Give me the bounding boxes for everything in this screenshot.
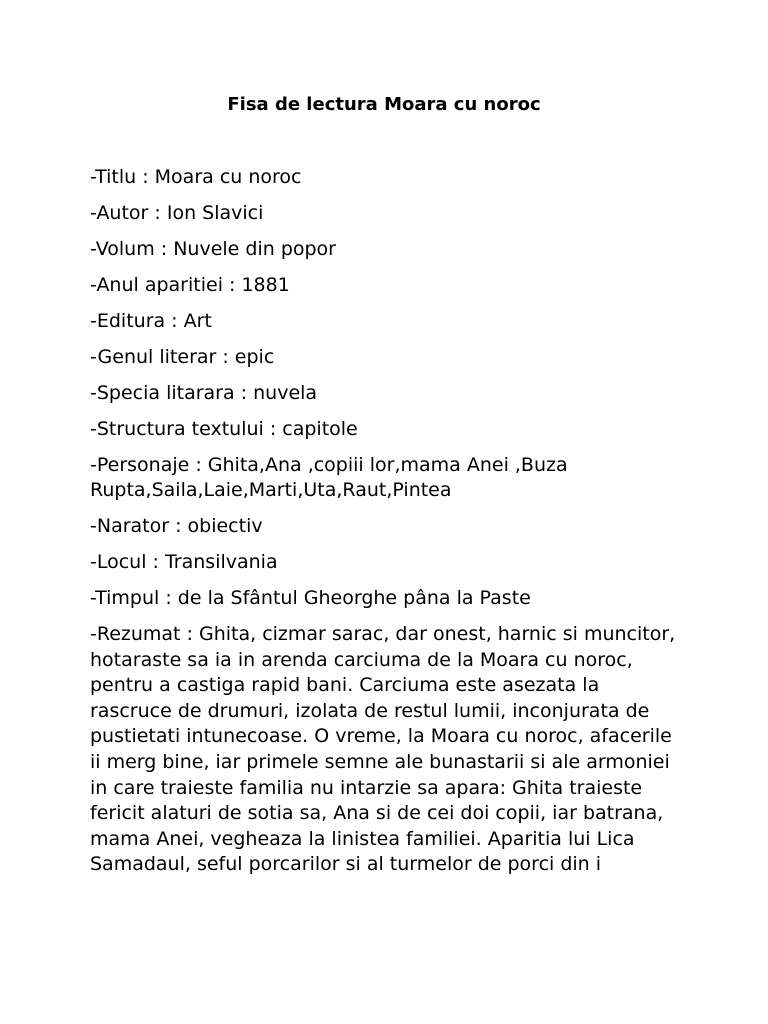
field-personaje: -Personaje : Ghita,Ana ,copiii lor,mama Anei ,Buza Rupta,Saila,Laie,Marti,Uta,Raut,Pintea [90, 454, 568, 501]
field-structura-textului: -Structura textului : capitole [90, 418, 358, 440]
field-genul-literar: -Genul literar : epic [90, 346, 275, 368]
summary-paragraph: -Rezumat : Ghita, cizmar sarac, dar onest, harnic si muncitor, hotaraste sa ia in arenda carciuma de la Moara cu noroc, pentru a castiga rapid bani. Carciuma este asezata la rascruce de drumuri, izolata de restul lumii, inconjurata de pustietati intunecoase. O vreme, la Moara cu noroc, afacerile ii merg bine, iar primele semne ale bunastarii si ale armoniei in care traieste familia nu intarzie sa apara: Ghita traieste fericit alaturi de sotia sa, Ana si de cei doi copii, iar batrana, mama Anei, vegheaza la linistea familiei. Aparitia lui Lica Samadaul, seful porcarilor si al turmelor de porci din i [90, 623, 676, 876]
field-autor: -Autor : Ion Slavici [90, 202, 264, 224]
document-title: Fisa de lectura Moara cu noroc [227, 94, 541, 115]
field-specia-literara: -Specia litarara : nuvela [90, 382, 318, 404]
field-narator: -Narator : obiectiv [90, 515, 263, 537]
document-body [90, 165, 690, 878]
field-titlu: -Titlu : Moara cu noroc [90, 166, 302, 188]
field-editura: -Editura : Art [90, 310, 212, 332]
field-timpul: -Timpul : de la Sfântul Gheorghe pâna la Paste [90, 587, 531, 609]
field-volum: -Volum : Nuvele din popor [90, 238, 336, 260]
field-locul: -Locul : Transilvania [90, 551, 278, 573]
field-anul-aparitiei: -Anul aparitiei : 1881 [90, 274, 290, 296]
